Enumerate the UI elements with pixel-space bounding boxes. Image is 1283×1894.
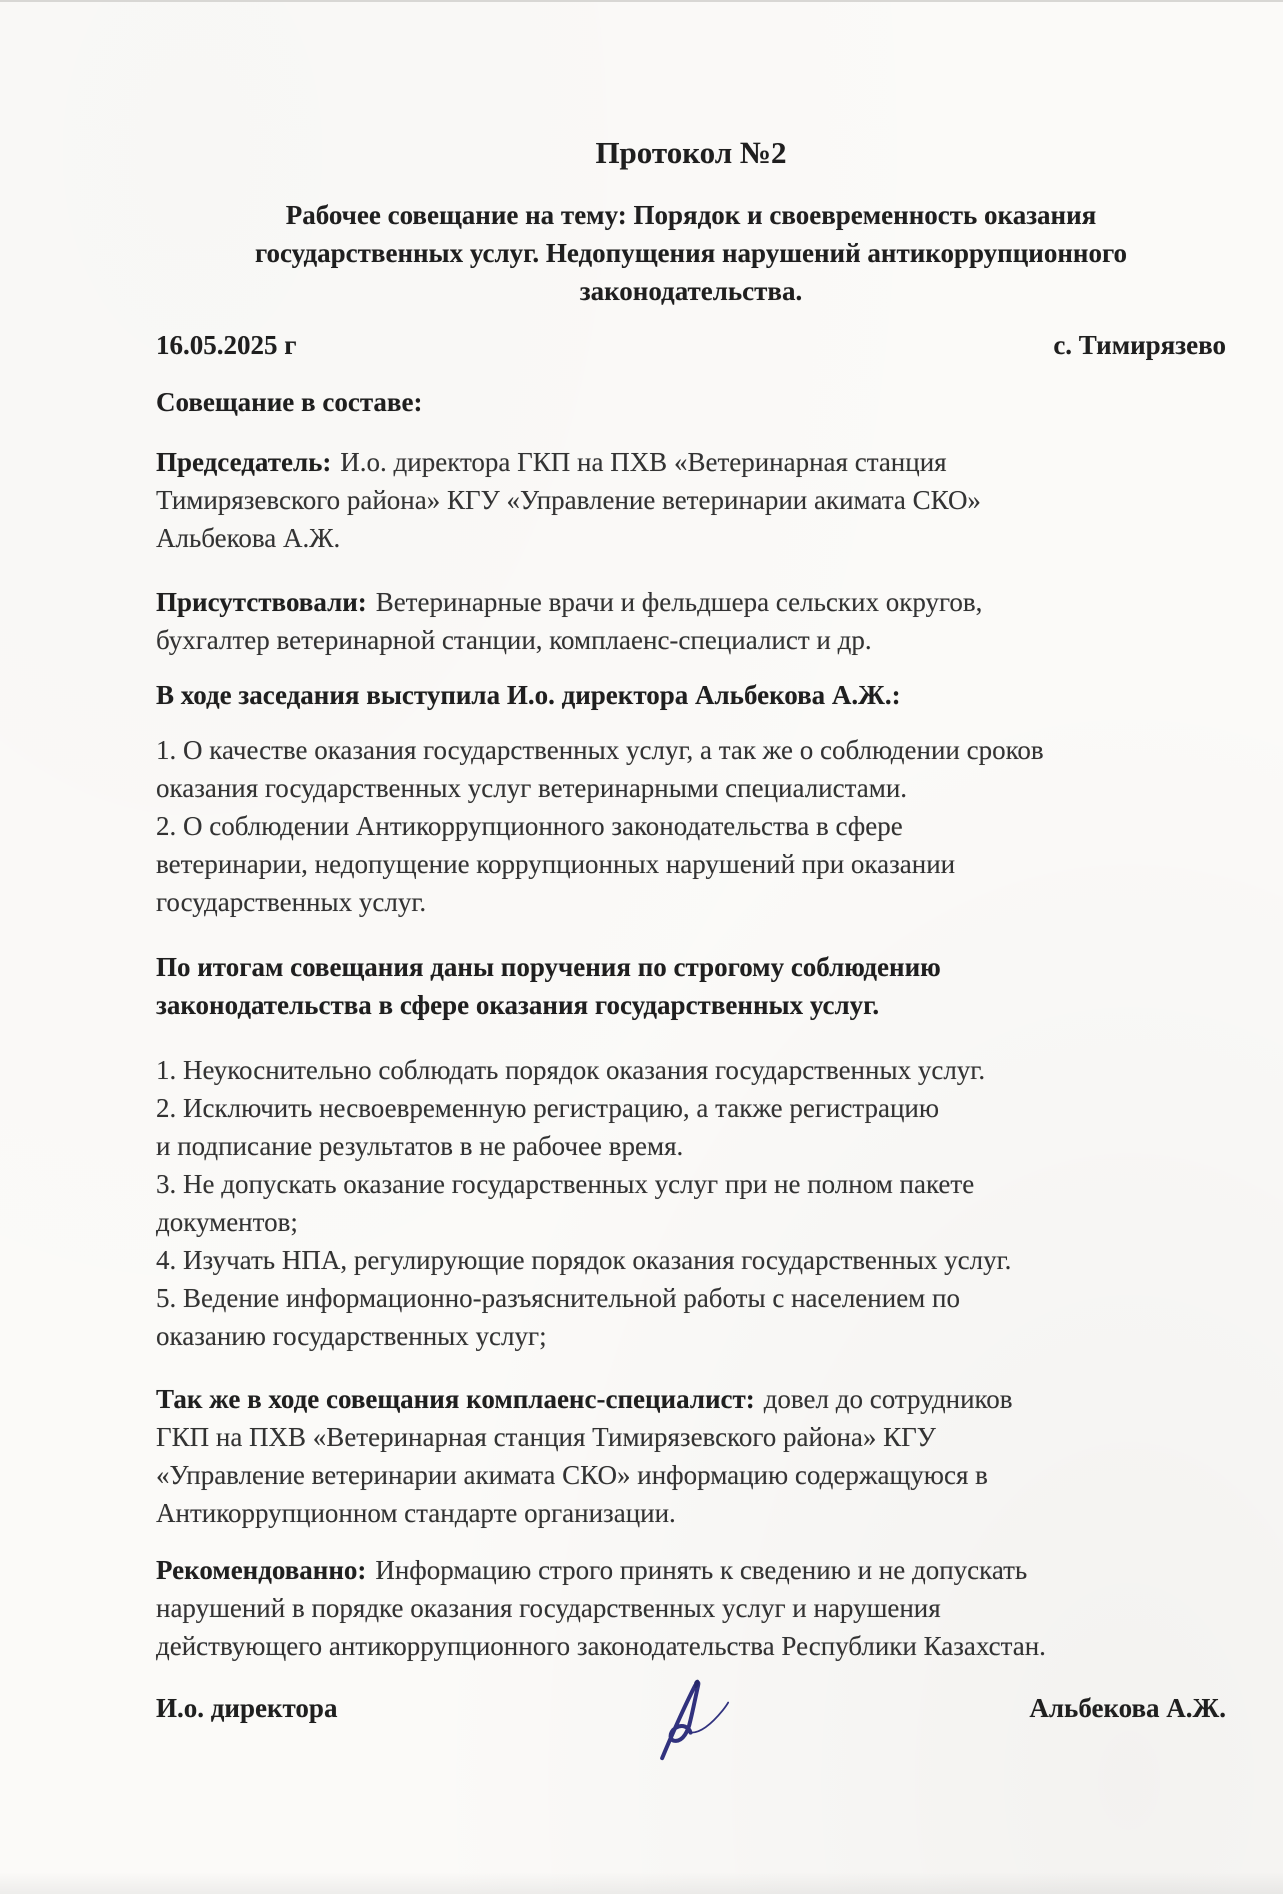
composition-heading: Совещание в составе: — [156, 387, 423, 417]
compliance-paragraph — [156, 1380, 1226, 1532]
paragraph-line: 1. О качестве оказания государственных услуг, а так же о соблюдении сроков — [156, 735, 1044, 765]
attendees-text: Ветеринарные врачи и фельдшера сельских округов, — [375, 587, 983, 617]
doc-title-block — [156, 133, 1226, 173]
list-item-line: 4. Изучать НПА, регулирующие порядок оказания государственных услуг. — [156, 1245, 1012, 1275]
paragraph-line — [156, 1551, 1226, 1589]
recommendation-lead: Рекомендованно: — [156, 1555, 367, 1585]
list-item-line: оказанию государственных услуг; — [156, 1321, 547, 1351]
list-item-line: 2. Исключить несвоевременную регистрацию, а также регистрацию — [156, 1093, 940, 1123]
scan-edge-top — [0, 0, 1283, 2]
recommendation-text: Информацию строго принять к сведению и не допускать — [375, 1555, 1028, 1585]
compliance-lead: Так же в ходе совещания комплаенс-специалист: — [156, 1384, 755, 1414]
speech-heading: В ходе заседания выступила И.о. директора Альбекова А.Ж.: — [156, 680, 901, 710]
place-label: с. Тимирязево — [1053, 330, 1226, 360]
attendees-lead: Присутствовали: — [156, 587, 367, 617]
paragraph-line: ветеринарии, недопущение коррупционных нарушений при оказании — [156, 849, 956, 879]
paragraph-line: ГКП на ПХВ «Ветеринарная станция Тимирязевского района» КГУ — [156, 1422, 936, 1452]
attendees-paragraph — [156, 583, 1226, 659]
chairman-lead: Председатель: — [156, 447, 332, 477]
doc-subtitle-line: государственных услуг. Недопущения нарушений антикоррупционного — [254, 238, 1128, 268]
paragraph-line: Альбекова А.Ж. — [156, 523, 341, 553]
list-item-line: 1. Неукоснительно соблюдать порядок оказания государственных услуг. — [156, 1055, 986, 1085]
composition-heading-block — [156, 383, 1226, 421]
doc-subtitle-line: законодательства. — [579, 276, 803, 306]
paragraph-line — [156, 1380, 1226, 1418]
paragraph-line — [156, 583, 1226, 621]
paragraph-line — [156, 443, 1226, 481]
chairman-paragraph — [156, 443, 1226, 557]
list-item-line: 3. Не допускать оказание государственных услуг при не полном пакете — [156, 1169, 975, 1199]
list-item-line: и подписание результатов в не рабочее время. — [156, 1131, 684, 1161]
compliance-text: довел до сотрудников — [763, 1384, 1013, 1414]
orders-heading-block — [156, 948, 1226, 1024]
chairman-text: И.о. директора ГКП на ПХВ «Ветеринарная станция — [340, 447, 947, 477]
doc-subtitle-block — [156, 196, 1226, 310]
signature-ink — [645, 1671, 750, 1776]
orders-heading-line: законодательства в сфере оказания государственных услуг. — [156, 990, 880, 1020]
signatory-position: И.о. директора — [156, 1693, 338, 1723]
scan-edge-bottom — [0, 1872, 1283, 1894]
agenda-paragraph — [156, 731, 1226, 921]
doc-subtitle-line: Рабочее совещание на тему: Порядок и своевременность оказания — [285, 200, 1097, 230]
paragraph-line: Антикоррупционном стандарте организации. — [156, 1498, 676, 1528]
orders-heading-line: По итогам совещания даны поручения по строгому соблюдению — [156, 952, 941, 982]
list-item-line: документов; — [156, 1207, 298, 1237]
list-item-line: 5. Ведение информационно-разъяснительной работы с населением по — [156, 1283, 960, 1313]
paragraph-line: нарушений в порядке оказания государственных услуг и нарушения — [156, 1593, 941, 1623]
paragraph-line: бухгалтер ветеринарной станции, комплаенс-специалист и др. — [156, 625, 872, 655]
date-place-row — [156, 326, 1226, 364]
paragraph-line: государственных услуг. — [156, 887, 427, 917]
speech-heading-block — [156, 676, 1226, 714]
recommendation-paragraph — [156, 1551, 1226, 1665]
paragraph-line: Тимирязевского района» КГУ «Управление ветеринарии акимата СКО» — [156, 485, 981, 515]
doc-title: Протокол №2 — [595, 135, 787, 170]
date-label: 16.05.2025 г — [156, 330, 297, 360]
paragraph-line: действующего антикоррупционного законодательства Республики Казахстан. — [156, 1631, 1046, 1661]
paragraph-line: 2. О соблюдении Антикоррупционного законодательства в сфере — [156, 811, 903, 841]
paragraph-line: оказания государственных услуг ветеринарными специалистами. — [156, 773, 908, 803]
paragraph-line: «Управление ветеринарии акимата СКО» информацию содержащуюся в — [156, 1460, 988, 1490]
orders-list — [156, 1051, 1226, 1355]
signatory-name: Альбекова А.Ж. — [1029, 1693, 1226, 1723]
